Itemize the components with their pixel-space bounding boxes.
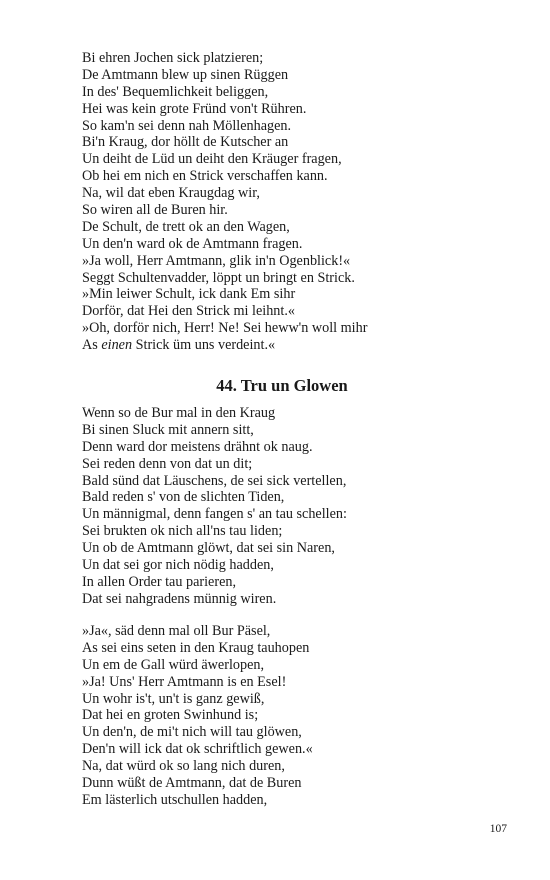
verse-line: »Ja! Uns' Herr Amtmann is en Esel!	[82, 673, 287, 690]
verse-line: »Min leiwer Schult, ick dank Em sihr	[82, 286, 296, 303]
verse-line: Bi sinen Sluck mit annern sitt,	[82, 421, 254, 438]
verse-line: As sei eins seten in den Kraug tauhopen	[82, 639, 310, 656]
verse-line: Na, wil dat eben Kraugdag wir,	[82, 185, 260, 202]
stanza-two	[82, 623, 512, 809]
verse-line: Un den'n ward ok de Amtmann fragen.	[82, 235, 303, 252]
verse-line: In allen Order tau parieren,	[82, 573, 237, 590]
verse-line: Denn ward dor meistens drähnt ok naug.	[82, 438, 313, 455]
verse-line: Wenn so de Bur mal in den Kraug	[82, 405, 276, 421]
verse-line: Un deiht de Lüd un deiht den Kräuger fragen,	[82, 151, 342, 168]
verse-line: Un männigmal, denn fangen s' an tau schellen:	[82, 506, 347, 523]
verse-line: De Schult, de trett ok an den Wagen,	[82, 218, 290, 235]
stanza-one	[82, 405, 512, 608]
verse-line: Bi'n Kraug, dor höllt de Kutscher an	[82, 134, 289, 151]
verse-line: Seggt Schultenvadder, löppt un bringt en Strick.	[82, 269, 355, 286]
verse-line: Un den'n, de mi't nich will tau glöwen,	[82, 724, 302, 741]
verse-line: Un wohr is't, un't is ganz gewiß,	[82, 690, 265, 707]
verse-line: Dat hei en groten Swinhund is;	[82, 707, 259, 724]
verse-text: As	[82, 337, 102, 354]
verse-line: »Oh, dorför nich, Herr! Ne! Sei heww'n woll mihr	[82, 320, 368, 337]
page-number: 107	[489, 823, 507, 835]
verse-line: Dat sei nahgradens münnig wiren.	[82, 590, 277, 607]
verse-line: Hei was kein grote Fründ von't Rühren.	[82, 100, 307, 117]
verse-line: Sei brukten ok nich all'ns tau liden;	[82, 523, 283, 540]
verse-line: Bi ehren Jochen sick platzieren;	[82, 50, 264, 66]
verse-line: Den'n will ick dat ok schriftlich gewen.«	[82, 741, 313, 758]
verse-text: Strick üm uns verdeint.«	[132, 337, 276, 354]
poem-heading: 44. Tru un Glowen	[216, 376, 348, 395]
poem-continuation	[82, 50, 512, 354]
verse-line: Ob hei em nich en Strick verschaffen kann.	[82, 168, 328, 185]
verse-line: Dunn wüßt de Amtmann, dat de Buren	[82, 775, 302, 792]
verse-line: Bald reden s' von de slichten Tiden,	[82, 489, 285, 506]
verse-line: Un ob de Amtmann glöwt, dat sei sin Naren,	[82, 540, 335, 557]
verse-line: Dorför, dat Hei den Strick mi leihnt.«	[82, 303, 295, 320]
verse-line: Un dat sei gor nich nödig hadden,	[82, 557, 274, 574]
verse-line-last	[82, 337, 512, 354]
verse-line: Un em de Gall würd äwerlopen,	[82, 656, 265, 673]
verse-line: In des' Bequemlichkeit beliggen,	[82, 83, 269, 100]
verse-line: »Ja woll, Herr Amtmann, glik in'n Ogenblick!«	[82, 252, 351, 269]
verse-line: Em lästerlich utschullen hadden,	[82, 791, 268, 808]
verse-line: So kam'n sei denn nah Möllenhagen.	[82, 117, 292, 134]
verse-line: De Amtmann blew up sinen Rüggen	[82, 66, 289, 83]
verse-line: Bald sünd dat Läuschens, de sei sick vertellen,	[82, 472, 347, 489]
verse-line: »Ja«, säd denn mal oll Bur Päsel,	[82, 623, 271, 639]
verse-line: Na, dat würd ok so lang nich duren,	[82, 758, 285, 775]
verse-line: Sei reden denn von dat un dit;	[82, 455, 253, 472]
emphasized-word: einen	[101, 337, 133, 354]
verse-line: So wiren all de Buren hir.	[82, 202, 228, 219]
